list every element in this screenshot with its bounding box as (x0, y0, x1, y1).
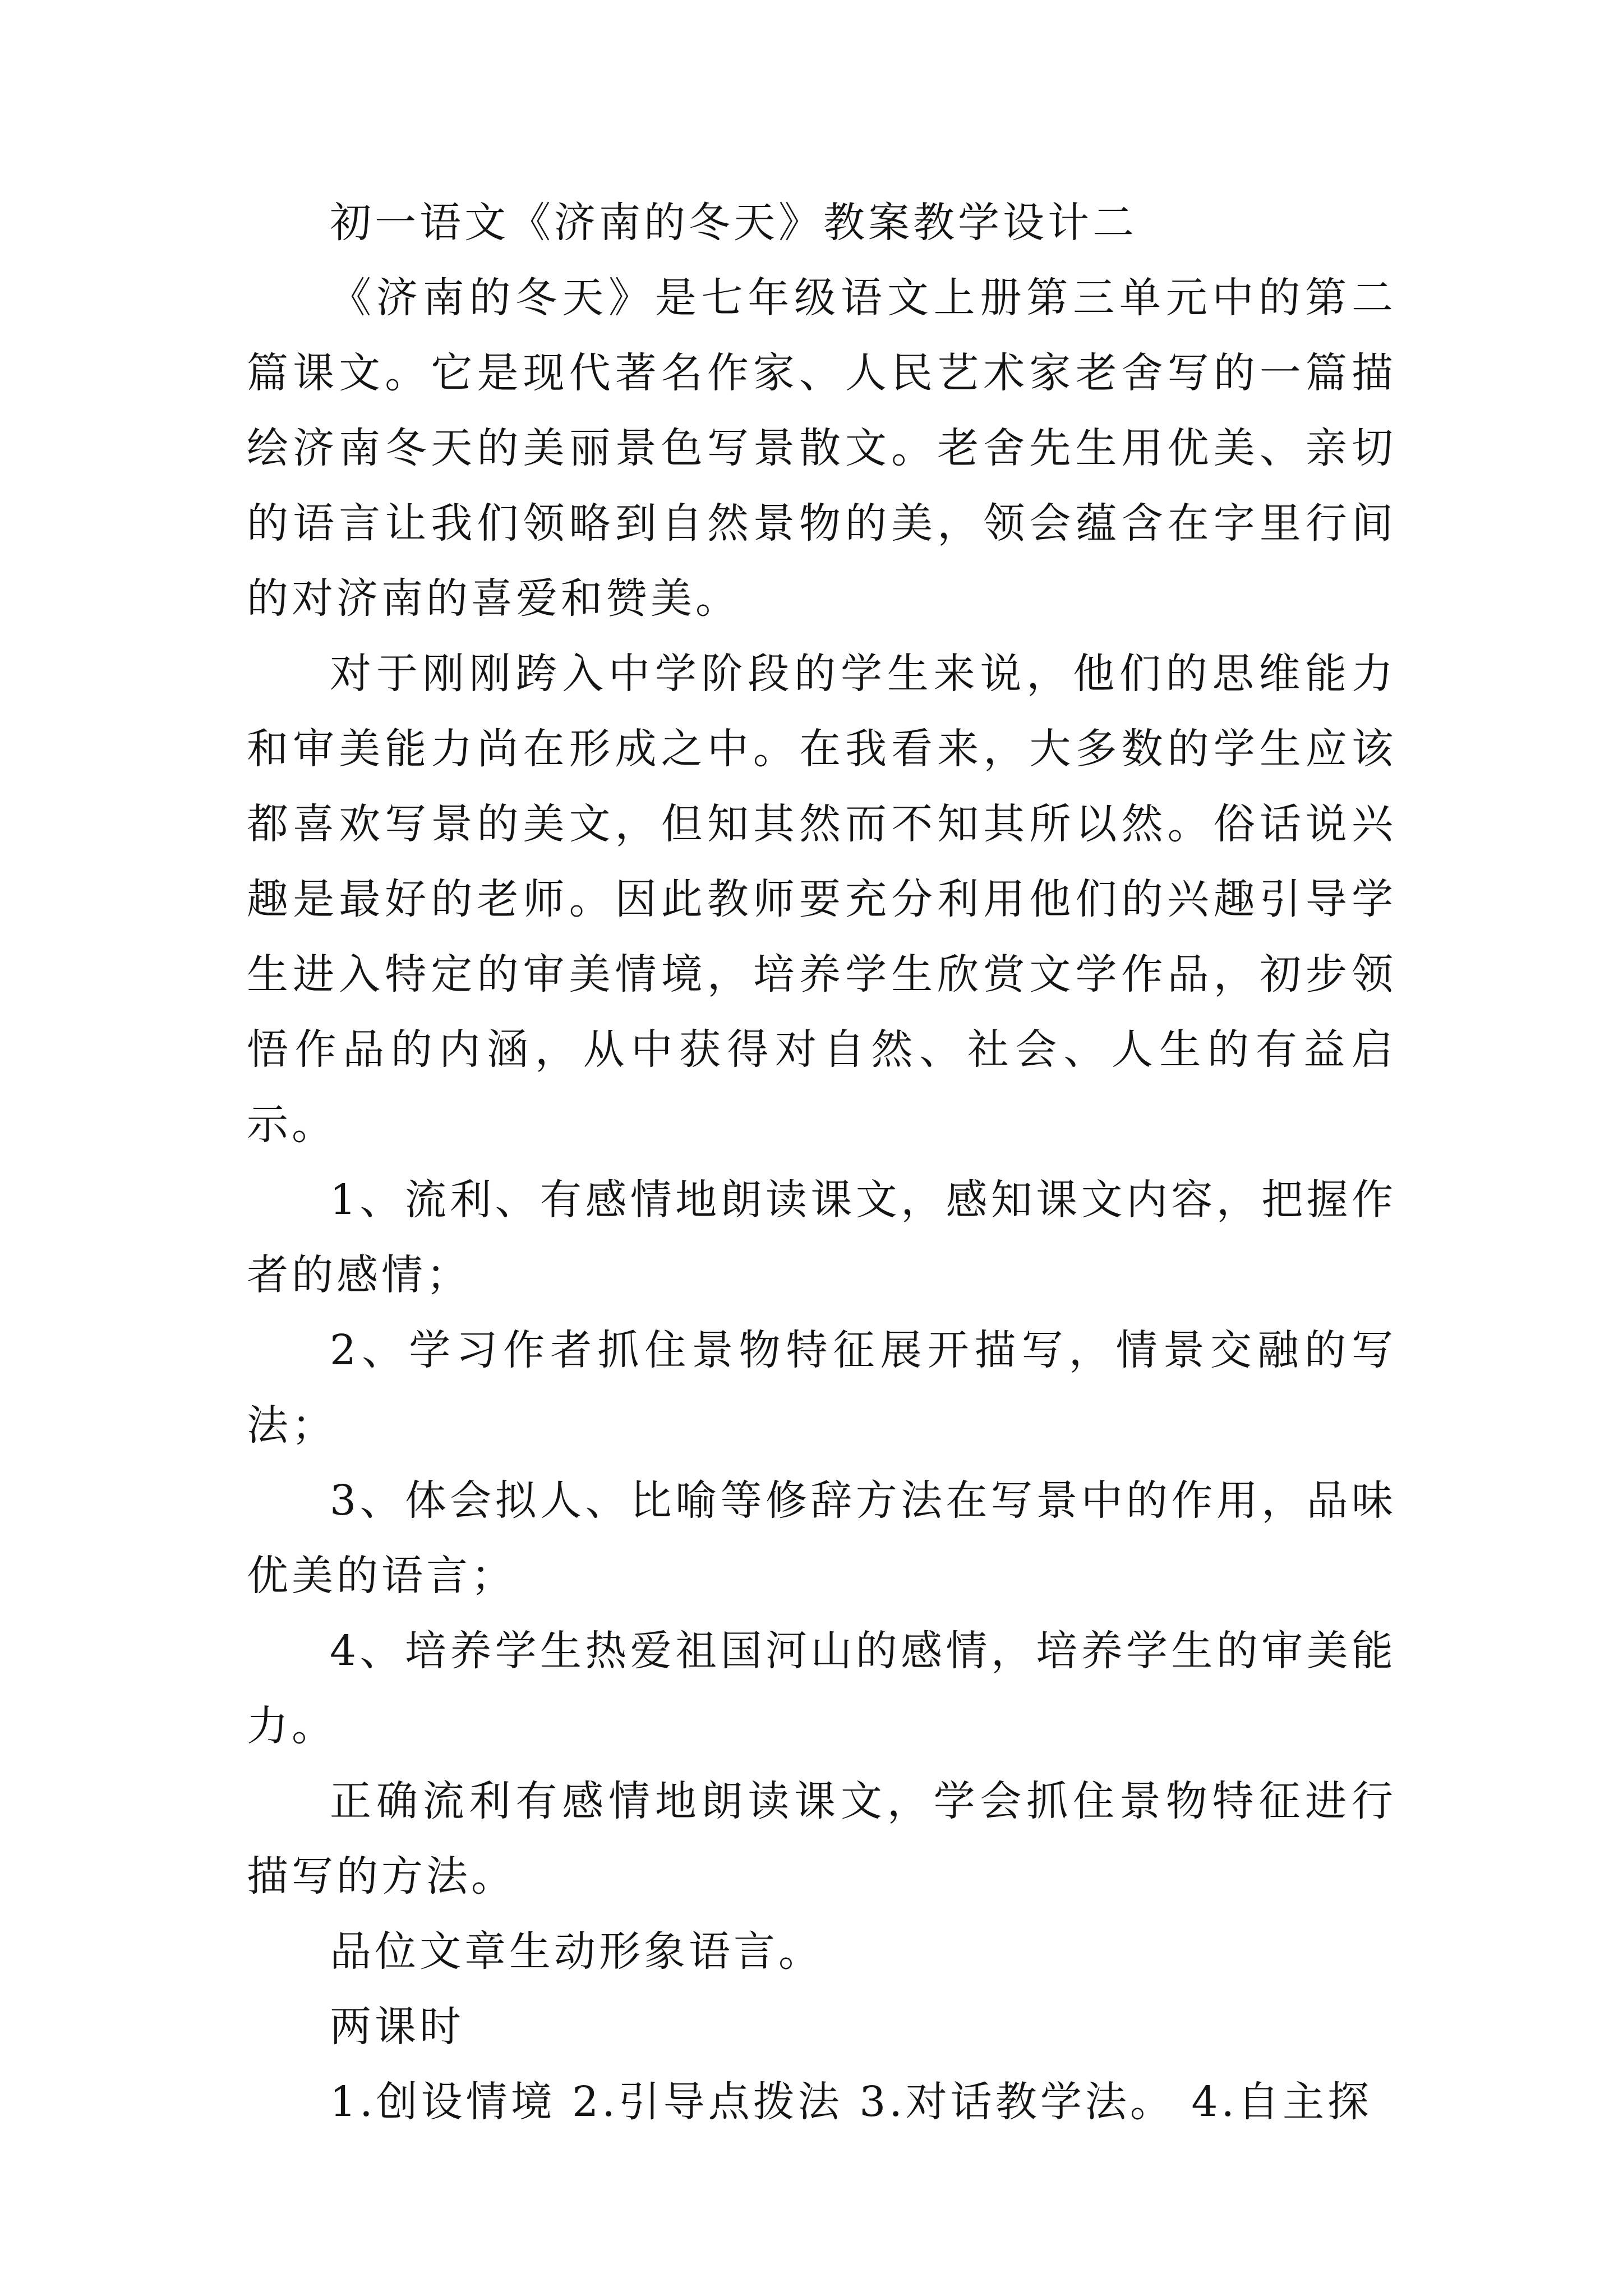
teaching-methods: 1.创设情境 2.引导点拨法 3.对话教学法。 4.自主探 (330, 2078, 1372, 2126)
paragraph-intro: 《济南的冬天》是七年级语文上册第三单元中的第二篇课文。它是现代著名作家、人民艺术家老舍写的一篇描绘济南冬天的美丽景色写景散文。老舍先生用优美、亲切的语言让我们领略到自然景物的美，领会蕴含在字里行间的对济南的喜爱和赞美。 (247, 274, 1396, 623)
document-title: 初一语文《济南的冬天》教案教学设计二 (330, 199, 1137, 247)
objective-1: 1、流利、有感情地朗读课文，感知课文内容，把握作者的感情； (247, 1176, 1396, 1299)
objective-3: 3、体会拟人、比喻等修辞方法在写景中的作用，品味优美的语言； (247, 1476, 1396, 1600)
objective-4: 4、培养学生热爱祖国河山的感情，培养学生的审美能力。 (247, 1627, 1396, 1750)
teaching-key-point: 正确流利有感情地朗读课文，学会抓住景物特征进行描写的方法。 (247, 1777, 1396, 1901)
objective-2: 2、学习作者抓住景物特征展开描写，情景交融的写法； (247, 1326, 1396, 1450)
class-hours: 两课时 (330, 2003, 464, 2051)
teaching-difficulty: 品位文章生动形象语言。 (330, 1927, 823, 1976)
document-body (247, 185, 1396, 2139)
paragraph-student-analysis: 对于刚刚跨入中学阶段的学生来说，他们的思维能力和审美能力尚在形成之中。在我看来，大多数的学生应该都喜欢写景的美文，但知其然而不知其所以然。俗话说兴趣是最好的老师。因此教师要充分利用他们的兴趣引导学生进入特定的审美情境，培养学生欣赏文学作品，初步领悟作品的内涵，从中获得对自然、社会、人生的有益启示。 (247, 650, 1396, 1149)
